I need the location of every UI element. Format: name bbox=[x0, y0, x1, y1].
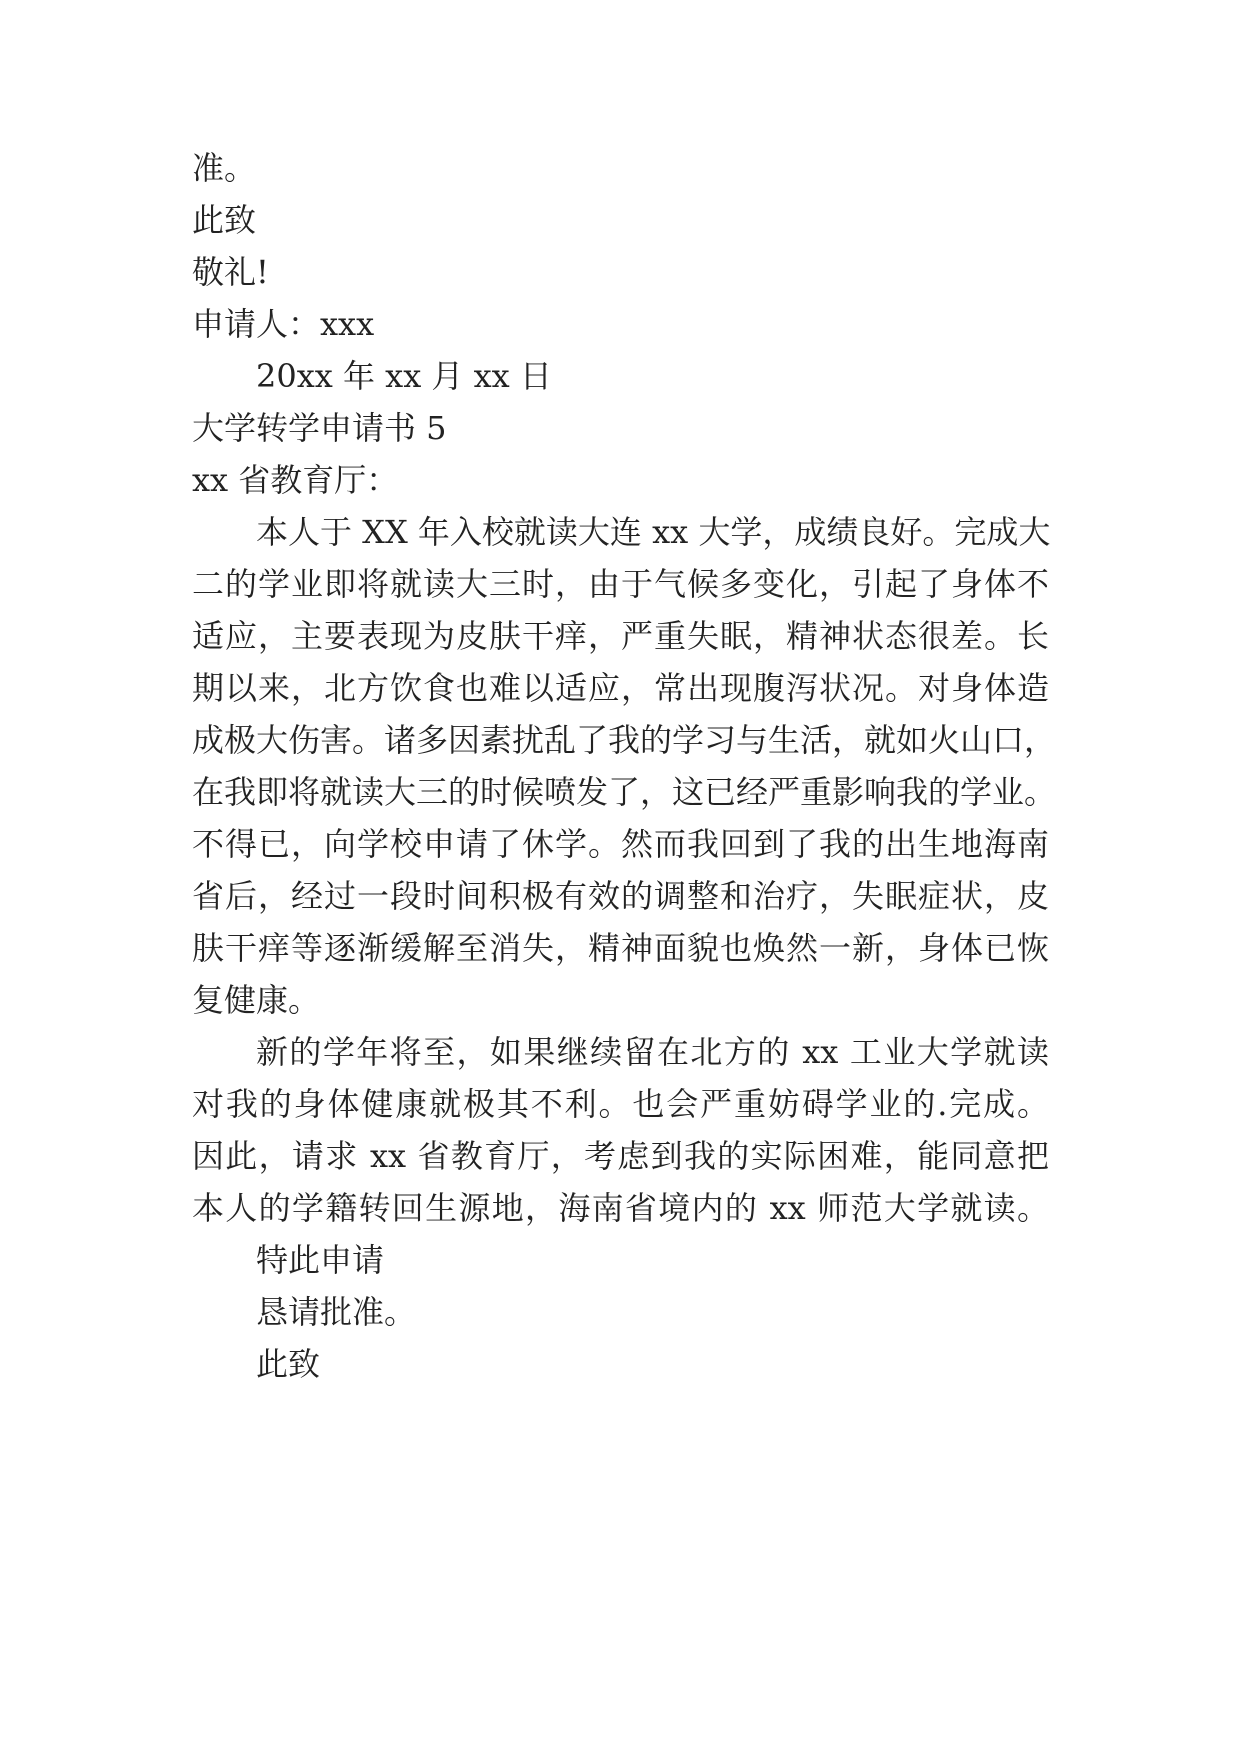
paragraph-line: 对我的身体健康就极其不利。也会严重妨碍学业的.完成。 bbox=[192, 1085, 1049, 1123]
paragraph-line: 肤干痒等逐渐缓解至消失，精神面貌也焕然一新，身体已恢 bbox=[192, 929, 1049, 967]
date-line: 20xx 年 xx 月 xx 日 bbox=[256, 357, 552, 395]
paragraph-line: 新的学年将至，如果继续留在北方的 xx 工业大学就读 bbox=[256, 1033, 1049, 1071]
text-line: 准。 bbox=[192, 149, 257, 187]
paragraph-line: 省后，经过一段时间积极有效的调整和治疗，失眠症状，皮 bbox=[192, 877, 1049, 915]
closing-line: 此致 bbox=[256, 1345, 321, 1383]
text-line: 敬礼! bbox=[192, 253, 269, 291]
text-line: 此致 bbox=[192, 201, 257, 239]
paragraph-line: 本人的学籍转回生源地，海南省境内的 xx 师范大学就读。 bbox=[192, 1189, 1049, 1227]
paragraph-line: 在我即将就读大三的时候喷发了，这已经严重影响我的学业。 bbox=[192, 773, 1057, 811]
paragraph-line: 不得已，向学校申请了休学。然而我回到了我的出生地海南 bbox=[192, 825, 1049, 863]
applicant-line: 申请人：xxx bbox=[192, 305, 375, 343]
paragraph-line: 期以来，北方饮食也难以适应，常出现腹泻状况。对身体造 bbox=[192, 669, 1049, 707]
paragraph-line: 复健康。 bbox=[192, 981, 321, 1019]
section-title: 大学转学申请书 5 bbox=[192, 409, 447, 447]
closing-line: 特此申请 bbox=[256, 1241, 385, 1279]
closing-line: 恳请批准。 bbox=[256, 1293, 417, 1331]
paragraph-line: 适应，主要表现为皮肤干痒，严重失眠，精神状态很差。长 bbox=[192, 617, 1049, 655]
paragraph-line: 成极大伤害。诸多因素扰乱了我的学习与生活，就如火山口， bbox=[192, 721, 1057, 759]
paragraph-line: 因此，请求 xx 省教育厅，考虑到我的实际困难，能同意把 bbox=[192, 1137, 1049, 1175]
paragraph-line: 二的学业即将就读大三时，由于气候多变化，引起了身体不 bbox=[192, 565, 1049, 603]
paragraph-line: 本人于 XX 年入校就读大连 xx 大学，成绩良好。完成大 bbox=[256, 513, 1051, 551]
addressee: xx 省教育厅： bbox=[192, 461, 399, 499]
